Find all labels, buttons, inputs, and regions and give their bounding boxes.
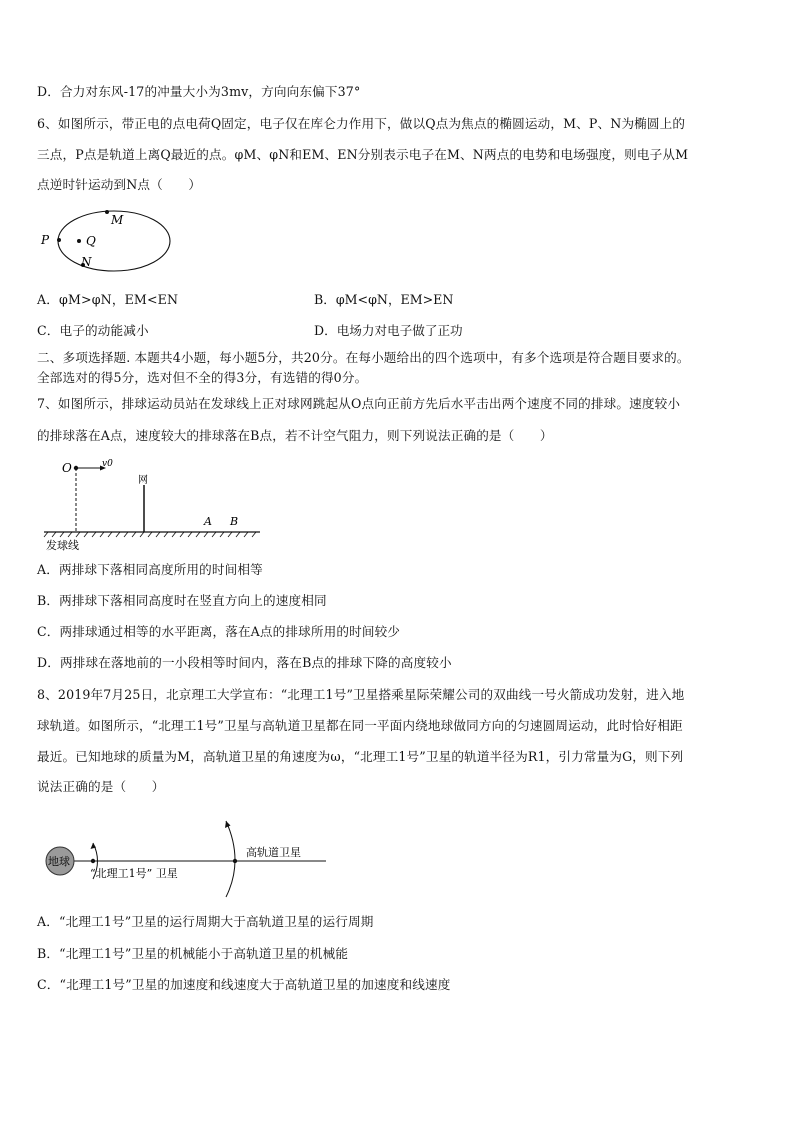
q6-option-a: A．φM>φN，EM<EN: [37, 292, 179, 307]
label-q: Q: [86, 234, 96, 248]
label-o: O: [62, 461, 72, 475]
q6-option-c: C．电子的动能减小: [37, 323, 149, 338]
satellite-high: [233, 859, 237, 863]
q8-option-c: C．“北理工1号”卫星的加速度和线速度大于高轨道卫星的加速度和线速度: [37, 977, 451, 992]
label-v0: v0: [102, 459, 113, 469]
q7-stem-line1: 7、如图所示，排球运动员站在发球线上正对球网跳起从O点向正前方先后水平击出两个速度不同的排球。速度较小: [37, 396, 681, 411]
q7-option-a: A．两排球下落相同高度所用的时间相等: [37, 562, 263, 577]
q8-stem-line2: 球轨道。如图所示，“北理工1号”卫星与高轨道卫星都在同一平面内绕地球做同方向的匀速圆周运动，此时恰好相距: [37, 718, 683, 733]
label-serve-line: 发球线: [46, 539, 79, 552]
q7-option-b: B．两排球下落相同高度时在竖直方向上的速度相同: [37, 593, 327, 608]
label-sat2: 高轨道卫星: [246, 846, 301, 859]
q7-stem-line2: 的排球落在A点，速度较大的排球落在B点，若不计空气阻力，则下列说法正确的是（ ）: [37, 428, 553, 443]
q8-stem-line4: 说法正确的是（ ）: [37, 779, 165, 794]
satellite-bit1: [91, 859, 95, 863]
q8-option-a: A．“北理工1号”卫星的运行周期大于高轨道卫星的运行周期: [37, 914, 374, 929]
label-p: P: [41, 233, 50, 247]
q6-ellipse-figure: [36, 205, 176, 277]
q8-stem-line3: 最近。已知地球的质量为M，高轨道卫星的角速度为ω，“北理工1号”卫星的轨道半径为R1，引力常量为G，则下列: [37, 749, 684, 764]
label-earth: 地球: [48, 855, 70, 868]
label-net: 网: [138, 475, 148, 486]
q8-stem-line1: 8、2019年7月25日，北京理工大学宣布：“北理工1号”卫星搭乘星际荣耀公司的双曲线一号火箭成功发射，进入地: [37, 687, 685, 702]
point-o: [74, 466, 78, 470]
point-m: [105, 210, 109, 214]
point-p: [57, 238, 61, 242]
label-m: M: [111, 213, 124, 227]
q6-stem-line3: 点逆时针运动到N点（ ）: [37, 177, 202, 192]
q6-option-b: B．φM<φN，EM>EN: [314, 292, 454, 307]
q8-satellite-figure: [40, 815, 330, 900]
q6-stem-line1: 6、如图所示，带正电的点电荷Q固定，电子仅在库仑力作用下，做以Q点为焦点的椭圆运动，M、P、N为椭圆上的: [37, 116, 686, 131]
label-b: B: [230, 515, 239, 528]
q6-option-d: D．电场力对电子做了正功: [314, 323, 463, 338]
section2-heading-line2: 全部选对的得5分，选对但不全的得3分，有选错的得0分。: [37, 370, 368, 385]
orbit-arc-high: [226, 821, 235, 897]
q7-option-d: D．两排球在落地前的一小段相等时间内，落在B点的排球下降的高度较小: [37, 655, 452, 670]
section2-heading-line1: 二、多项选择题. 本题共4小题，每小题5分，共20分。在每小题给出的四个选项中，有多个选项是符合题目要求的。: [37, 350, 690, 365]
label-sat1: “北理工1号” 卫星: [90, 867, 178, 880]
label-a: A: [204, 515, 212, 528]
q6-stem-line2: 三点，P点是轨道上离Q最近的点。φM、φN和EM、EN分别表示电子在M、N两点的电势和电场强度，则电子从M: [37, 147, 689, 162]
label-n: N: [81, 255, 92, 269]
q7-volleyball-figure: [40, 455, 270, 555]
q5-option-d: D．合力对东风-17的冲量大小为3mv，方向向东偏下37°: [37, 84, 361, 99]
q8-option-b: B．“北理工1号”卫星的机械能小于高轨道卫星的机械能: [37, 946, 349, 961]
point-q: [77, 239, 81, 243]
q7-option-c: C．两排球通过相等的水平距离，落在A点的排球所用的时间较少: [37, 624, 401, 639]
